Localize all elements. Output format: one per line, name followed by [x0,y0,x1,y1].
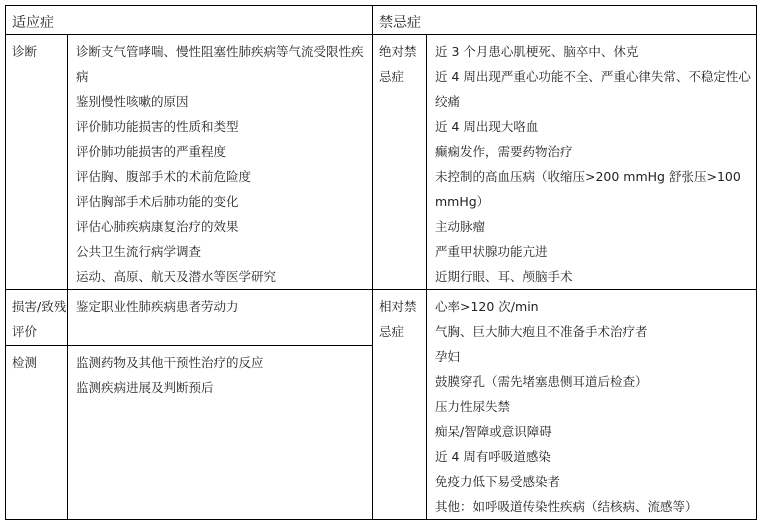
disability-list [68,290,372,319]
absolute-items-cell [427,35,757,290]
diagnosis-list [68,35,372,289]
list-item: 鼓膜穿孔（需先堵塞患侧耳道后检查） [435,374,648,389]
diagnosis-items-cell [68,35,373,290]
list-item: 评估心肺疾病康复治疗的效果 [76,219,239,234]
list-item: 近 3 个月患心肌梗死、脑卒中、休克 [435,44,639,59]
list-item: 其他：如呼吸道传染性疾病（结核病、流感等） [435,499,698,514]
relative-items-cell [427,290,757,520]
disability-items-cell [68,290,373,346]
monitoring-list [68,346,372,400]
list-item: 运动、高原、航天及潜水等医学研究 [76,269,277,284]
list-item: 近期行眼、耳、颅脑手术 [435,269,573,284]
list-item: 未控制的高血压病（收缩压>200 mmHg 舒张压>100 mmHg） [435,169,741,209]
relative-contraindication-list [427,290,756,519]
list-item: 免疫力低下易受感染者 [435,474,561,489]
list-item: 鉴别慢性咳嗽的原因 [76,94,189,109]
absolute-contraindication-list [427,35,756,289]
list-item: 痴呆/智障或意识障碍 [435,424,552,439]
list-item: 近 4 周出现严重心功能不全、严重心律失常、不稳定性心绞痛 [435,69,751,109]
disability-label: 损害/致残评价 [12,299,67,339]
list-item: 鉴定职业性肺疾病患者劳动力 [76,299,239,314]
list-item: 压力性尿失禁 [435,399,511,414]
list-item: 近 4 周有呼吸道感染 [435,449,551,464]
diagnosis-cell [6,35,68,290]
absolute-label-cell [373,35,427,290]
list-item: 孕妇 [435,349,461,364]
row-diagnosis [6,35,757,290]
list-item: 监测疾病进展及判断预后 [76,380,214,395]
list-item: 近 4 周出现大咯血 [435,119,539,134]
diagnosis-label: 诊断 [12,44,38,59]
absolute-contraindication-label: 绝对禁忌症 [379,44,417,84]
list-item: 评估胸、腹部手术的术前危险度 [76,169,252,184]
list-item: 诊断支气管哮喘、慢性阻塞性肺疾病等气流受限性疾病 [76,44,364,84]
list-item: 主动脉瘤 [435,219,486,234]
list-item: 气胸、巨大肺大疱且不准备手术治疗者 [435,324,648,339]
list-item: 评价肺功能损害的性质和类型 [76,119,239,134]
list-item: 评价肺功能损害的严重程度 [76,144,227,159]
indications-header: 适应症 [6,6,373,35]
list-item: 公共卫生流行病学调查 [76,244,202,259]
disability-cell [6,290,68,346]
monitoring-label: 检测 [12,355,38,370]
relative-label-cell [373,290,427,520]
list-item: 心率>120 次/min [435,299,539,314]
contraindications-header: 禁忌症 [373,6,757,35]
list-item: 评估胸部手术后肺功能的变化 [76,194,239,209]
header-row [6,6,757,35]
list-item: 严重甲状腺功能亢进 [435,244,548,259]
row-disability [6,290,757,346]
monitoring-cell [6,346,68,520]
list-item: 监测药物及其他干预性治疗的反应 [76,355,264,370]
indication-contraindication-table [5,5,757,520]
monitoring-items-cell [68,346,373,520]
list-item: 癫痫发作，需要药物治疗 [435,144,573,159]
relative-contraindication-label: 相对禁忌症 [379,299,417,339]
